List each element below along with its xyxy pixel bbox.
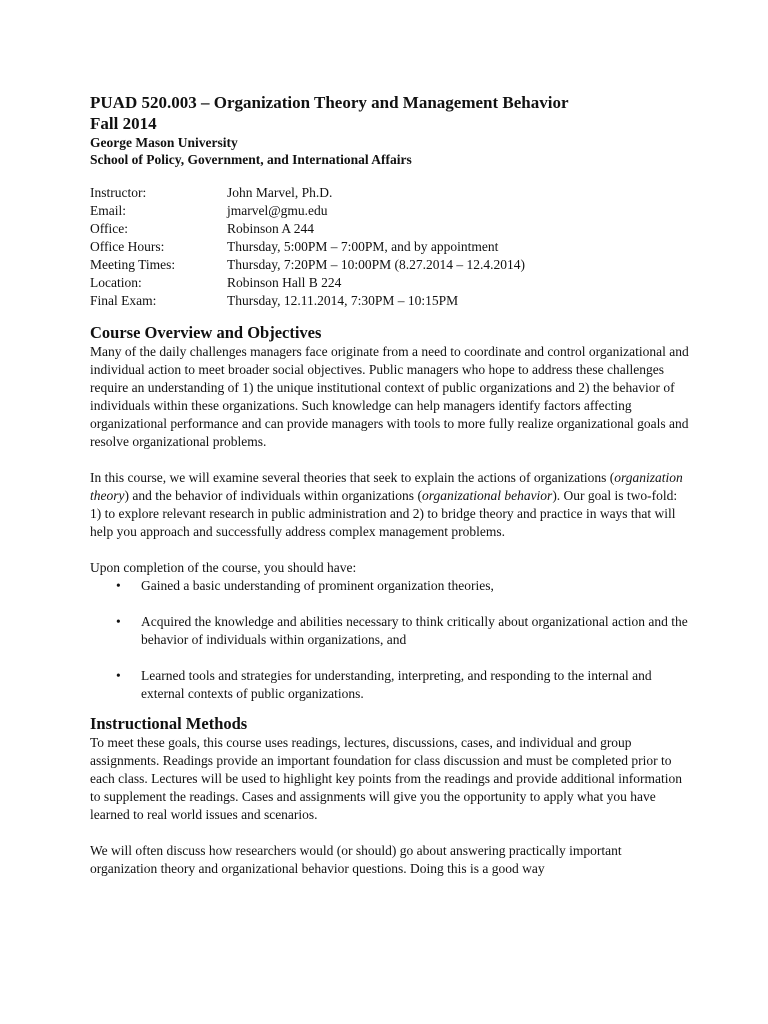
methods-paragraph-1: To meet these goals, this course uses readings, lectures, discussions, cases, and individual and group assignments. Readings provide an important foundation for class discussion and must be completed prior to each class. Lectures will be used to highlight key points from the readings and provide additional information to supplement the readings. Cases and assignments will give you the opportunity to apply what you have learned to real world issues and scenarios. (90, 735, 682, 822)
info-label: Email: (90, 203, 126, 218)
school-name: School of Policy, Government, and International Affairs (90, 152, 412, 167)
course-term: Fall 2014 (90, 114, 157, 133)
info-row-final-exam (90, 292, 690, 310)
text-run: In this course, we will examine several theories that seek to explain the actions of organizations ( (90, 470, 615, 485)
info-label: Meeting Times: (90, 257, 176, 272)
list-item-text: Acquired the knowledge and abilities necessary to think critically about organizational action and the behavior of individuals within organizations, and (141, 614, 688, 647)
list-item (90, 667, 690, 703)
bullet-icon: • (116, 614, 121, 629)
overview-paragraph-2 (90, 469, 690, 541)
course-title: PUAD 520.003 – Organization Theory and Management Behavior (90, 93, 569, 112)
info-value: John Marvel, Ph.D. (227, 185, 333, 200)
bullet-icon: • (116, 668, 121, 683)
objectives-list (90, 577, 690, 703)
info-value: Thursday, 7:20PM – 10:00PM (8.27.2014 – 12.4.2014) (227, 257, 526, 272)
info-value: Thursday, 5:00PM – 7:00PM, and by appointment (227, 239, 499, 254)
list-item-text: Gained a basic understanding of prominent organization theories, (141, 578, 494, 593)
list-item (90, 613, 690, 649)
info-row-office-hours (90, 238, 690, 256)
info-label: Office: (90, 221, 128, 236)
info-value: Robinson A 244 (227, 221, 315, 236)
section-heading-overview: Course Overview and Objectives (90, 323, 322, 342)
info-value: Robinson Hall B 224 (227, 275, 342, 290)
emphasis-organization-theory: organization theory (90, 470, 683, 503)
bullet-icon: • (116, 578, 121, 593)
info-row-email (90, 202, 690, 220)
info-label: Office Hours: (90, 239, 165, 254)
overview-paragraph-1: Many of the daily challenges managers face originate from a need to coordinate and control organizational and individual action to meet broader social objectives. Public managers who hope to address these challenges require an understanding of 1) the unique institutional context of public organizations and 2) the behavior of individuals within these organizations. Such knowledge can help managers identify factors affecting organizational performance and can provide managers with tools to more fully realize organizational goals and resolve organizational problems. (90, 344, 689, 449)
methods-paragraph-2: We will often discuss how researchers would (or should) go about answering practically important organization theory and organizational behavior questions. Doing this is a good way (90, 843, 622, 876)
info-label: Location: (90, 275, 142, 290)
list-item (90, 577, 690, 595)
info-row-instructor (90, 184, 690, 202)
info-value: Thursday, 12.11.2014, 7:30PM – 10:15PM (227, 293, 459, 308)
emphasis-organizational-behavior: organizational behavior (421, 488, 553, 503)
info-row-location (90, 274, 690, 292)
info-row-meeting-times (90, 256, 690, 274)
email-link[interactable]: jmarvel@gmu.edu (227, 203, 328, 218)
text-run: ) and the behavior of individuals within organizations ( (124, 488, 422, 503)
list-item-text: Learned tools and strategies for understanding, interpreting, and responding to the internal and external contexts of public organizations. (141, 668, 652, 701)
info-label: Final Exam: (90, 293, 157, 308)
university-name: George Mason University (90, 135, 238, 150)
text-run: ). Our goal is two-fold: 1) to explore relevant research in public administration and 2) to bridge theory and practice in ways that will help you approach and successfully address complex management problems. (90, 488, 678, 539)
info-label: Instructor: (90, 185, 147, 200)
info-row-office (90, 220, 690, 238)
syllabus-content (90, 92, 690, 878)
overview-paragraph-3: Upon completion of the course, you should have: (90, 560, 357, 575)
course-info-table (90, 184, 690, 310)
section-heading-methods: Instructional Methods (90, 714, 248, 733)
